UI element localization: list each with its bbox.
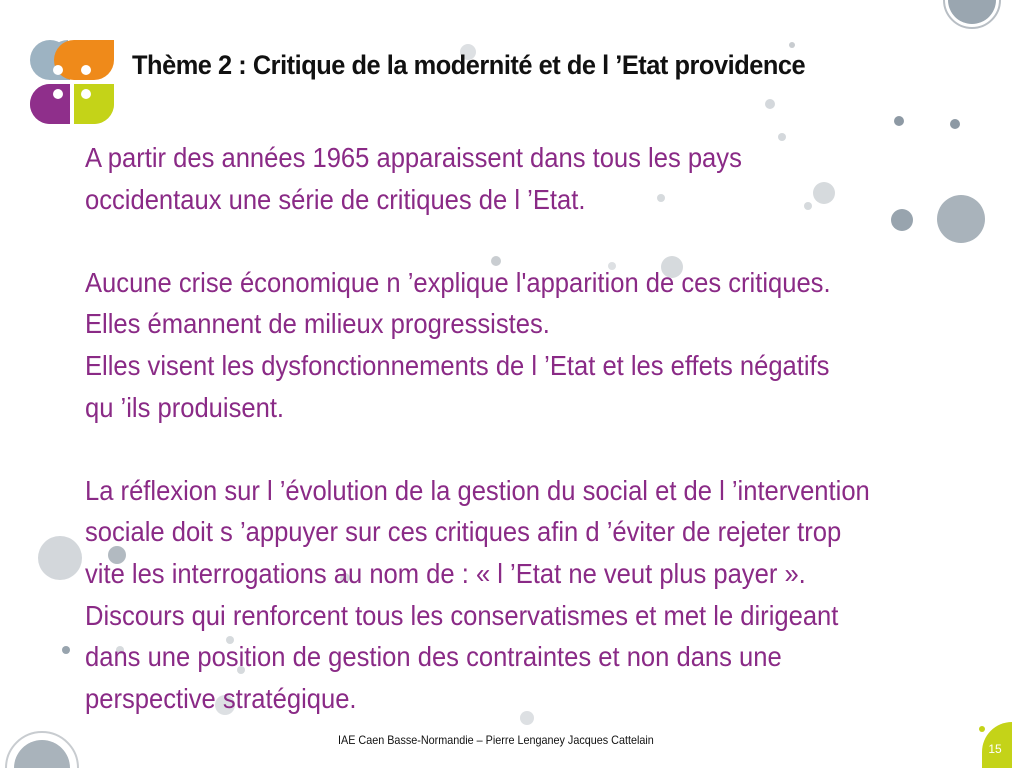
text-line: occidentaux une série de critiques de l ’Etat. <box>85 183 586 215</box>
text-line: A partir des années 1965 apparaissent dans tous les pays <box>85 142 742 173</box>
text-line: vite les interrogations au nom de : « l ’Etat ne veut plus payer ». <box>85 557 806 589</box>
text-line: Elles visent les dysfonctionnements de l ’Etat et les effets négatifs <box>85 349 830 381</box>
text-line: sociale doit s ’appuyer sur ces critiques afin d ’éviter de rejeter trop <box>85 516 842 548</box>
text-line: Aucune crise économique n ’explique l'apparition de ces critiques. <box>85 266 831 298</box>
text-line: qu ’ils produisent. <box>85 391 285 423</box>
text-line: dans une position de gestion des contraintes et non dans une <box>85 641 782 673</box>
text-line: Elles émannent de milieux progressistes. <box>85 308 550 340</box>
slide-footer: IAE Caen Basse-Normandie – Pierre Lenganey Jacques Cattelain <box>338 733 654 747</box>
text-line: La réflexion sur l ’évolution de la gestion du social et de l ’intervention <box>85 474 870 506</box>
page-number: 15 <box>988 742 1002 756</box>
slide-title: Thème 2 : Critique de la modernité et de l ’Etat providence <box>132 50 806 80</box>
text-line: perspective stratégique. <box>85 682 357 714</box>
text-line: Discours qui renforcent tous les conservatismes et met le dirigeant <box>85 599 839 631</box>
